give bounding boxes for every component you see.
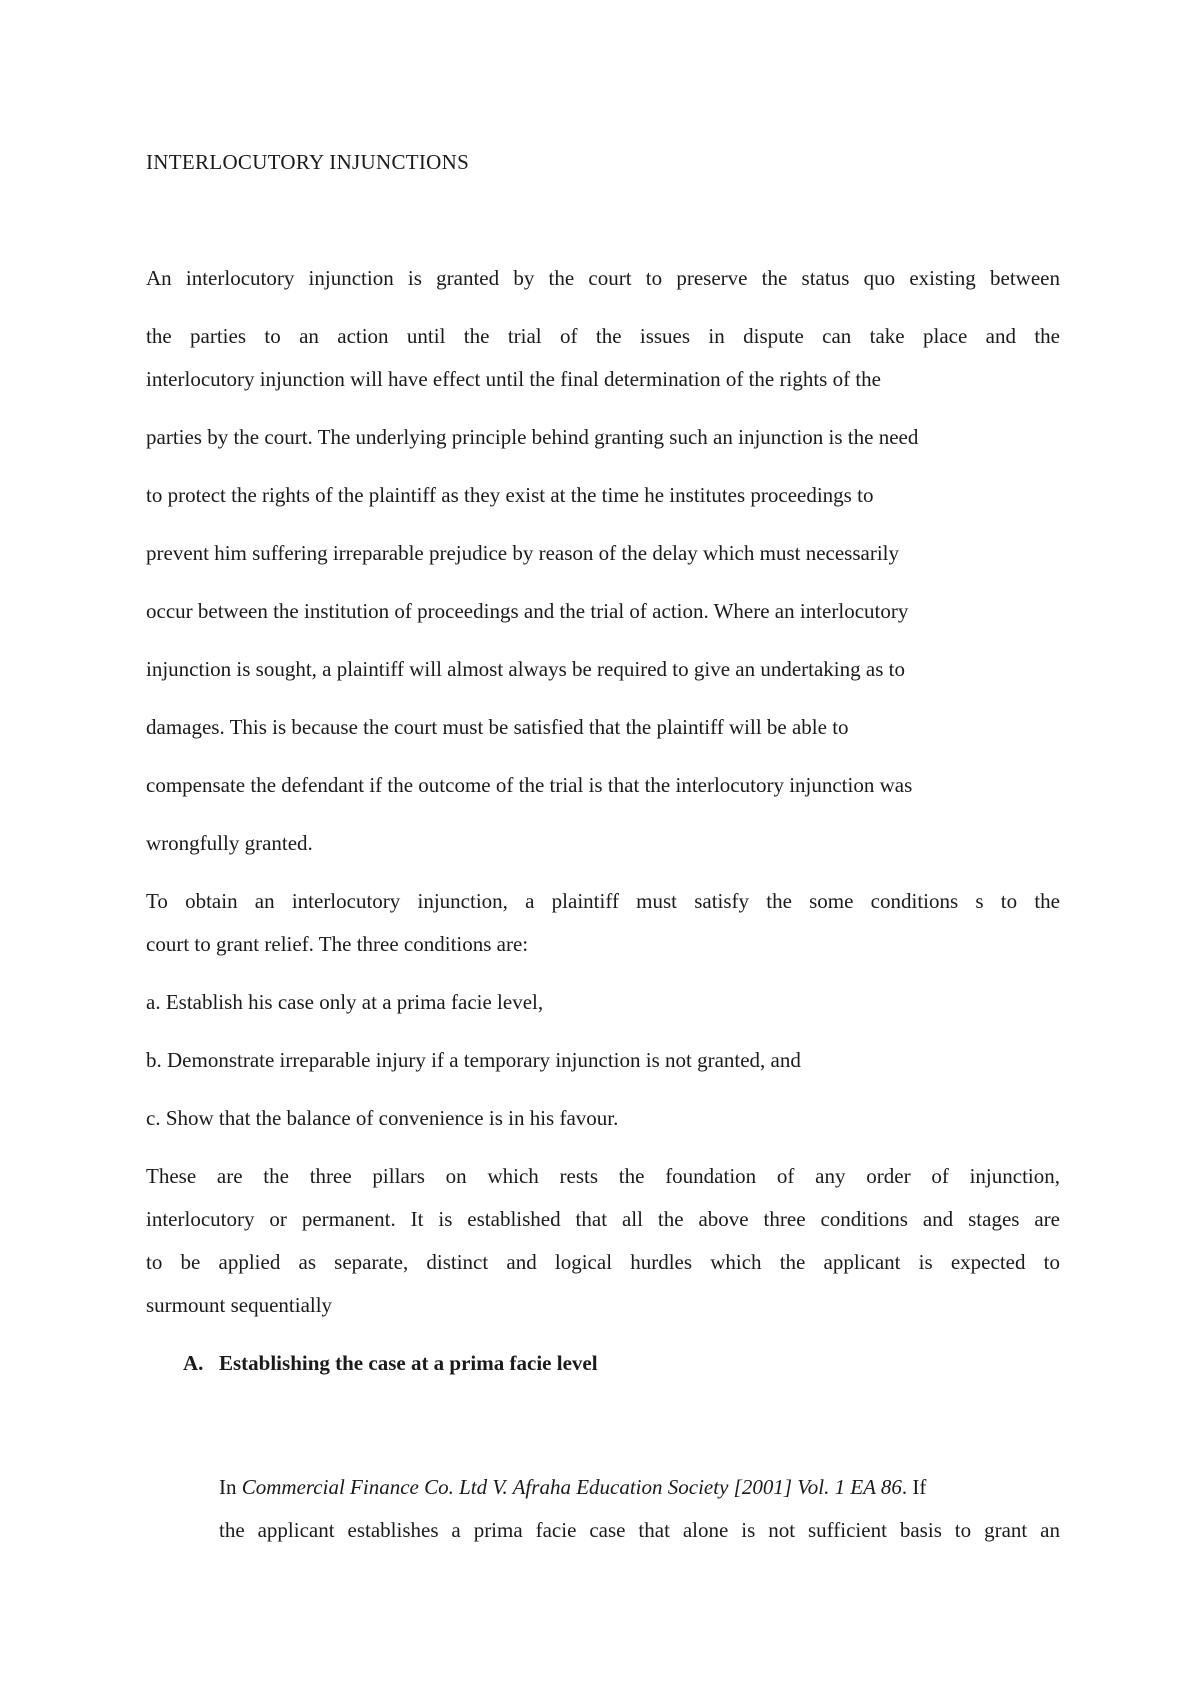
section-heading-text: Establishing the case at a prima facie level [219, 1351, 598, 1375]
paragraph-line: court to grant relief. The three conditions are: [146, 932, 529, 956]
section-heading [183, 1349, 598, 1377]
document-title: INTERLOCUTORY INJUNCTIONS [146, 150, 470, 174]
paragraph-line: to be applied as separate, distinct and logical hurdles which the applicant is expected to [146, 1250, 1060, 1274]
paragraph-line: To obtain an interlocutory injunction, a plaintiff must satisfy the some conditions s to the [146, 889, 1060, 913]
paragraph-line: wrongfully granted. [146, 831, 313, 855]
paragraph-line: to protect the rights of the plaintiff as they exist at the time he institutes proceedings to [146, 483, 874, 507]
paragraph-line: occur between the institution of proceedings and the trial of action. Where an interlocutory [146, 599, 909, 623]
paragraph-line: parties by the court. The underlying principle behind granting such an injunction is the need [146, 425, 919, 449]
paragraph-line: compensate the defendant if the outcome of the trial is that the interlocutory injunction was [146, 773, 913, 797]
paragraph-line: interlocutory injunction will have effect until the final determination of the rights of the [146, 367, 881, 391]
case-citation: Commercial Finance Co. Ltd V. Afraha Education Society [2001] Vol. 1 EA 86 [241, 1475, 902, 1499]
paragraph-line: These are the three pillars on which rests the foundation of any order of injunction, [146, 1164, 1060, 1188]
paragraph-line [219, 1473, 926, 1501]
paragraph-prefix: In [219, 1475, 242, 1499]
paragraph-line: An interlocutory injunction is granted by the court to preserve the status quo existing between [146, 266, 1060, 290]
paragraph-line: the applicant establishes a prima facie case that alone is not sufficient basis to grant an [219, 1518, 1060, 1542]
paragraph-suffix: . If [901, 1475, 927, 1499]
condition-item-a: a. Establish his case only at a prima facie level, [146, 990, 544, 1014]
section-marker: A. [183, 1351, 204, 1375]
condition-item-c: c. Show that the balance of convenience is in his favour. [146, 1106, 619, 1130]
paragraph-line: surmount sequentially [146, 1293, 333, 1317]
condition-item-b: b. Demonstrate irreparable injury if a temporary injunction is not granted, and [146, 1048, 801, 1072]
paragraph-line: the parties to an action until the trial of the issues in dispute can take place and the [146, 324, 1060, 348]
paragraph-line: interlocutory or permanent. It is established that all the above three conditions and stages are [146, 1207, 1060, 1231]
paragraph-line: damages. This is because the court must be satisfied that the plaintiff will be able to [146, 715, 849, 739]
paragraph-line: prevent him suffering irreparable prejudice by reason of the delay which must necessarily [146, 541, 900, 565]
paragraph-line: injunction is sought, a plaintiff will almost always be required to give an undertaking as to [146, 657, 905, 681]
